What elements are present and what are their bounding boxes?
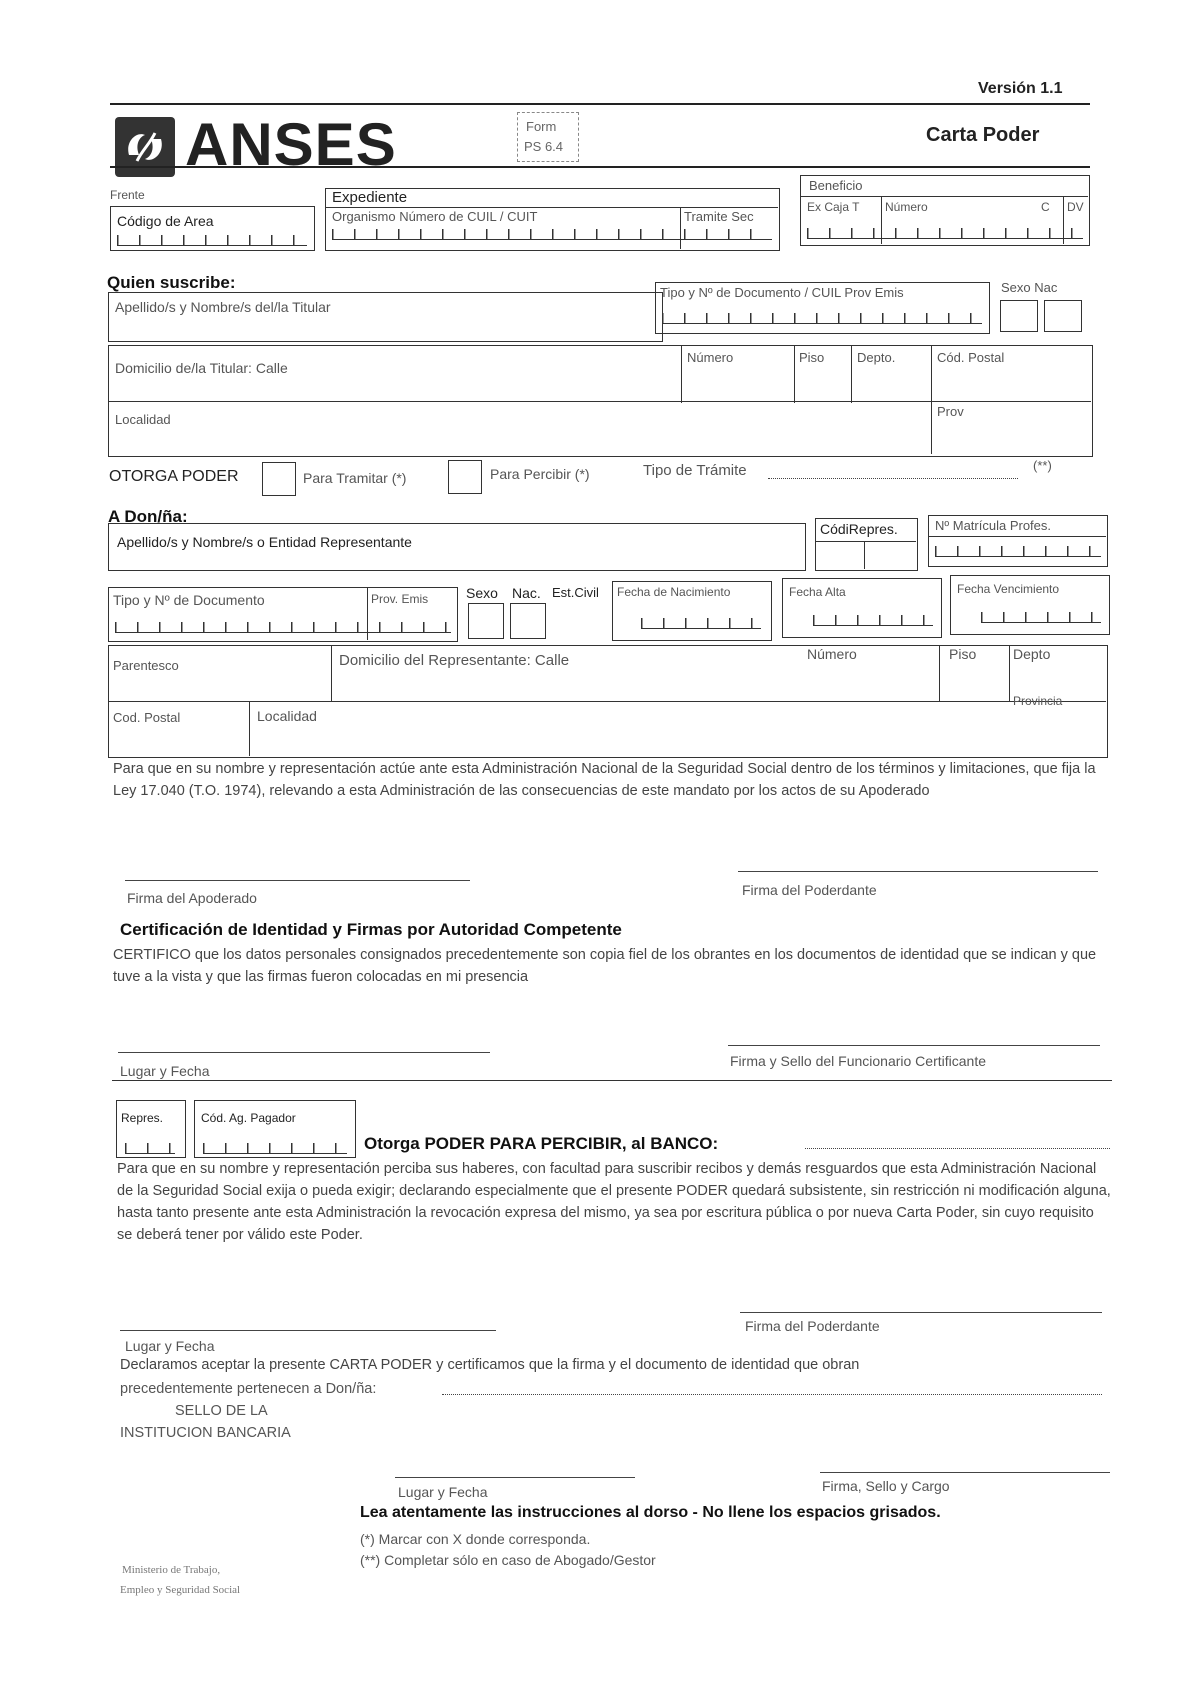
domicilio-piso-label: Piso — [799, 350, 825, 365]
tramite-note: (**) — [1033, 458, 1052, 473]
dv-label: DV — [1067, 200, 1084, 214]
codi-repres-label: CódiRepres. — [820, 521, 898, 537]
banco-heading: Otorga PODER PARA PERCIBIR, al BANCO: — [364, 1134, 719, 1153]
localidad-rep-label: Localidad — [257, 708, 317, 724]
banco-name-line[interactable] — [805, 1148, 1110, 1149]
quien-suscribe-heading: Quien suscribe: — [107, 273, 236, 292]
codi-split — [864, 541, 865, 569]
beneficio-ticks — [807, 228, 1083, 239]
domicilio-numero-label: Número — [687, 350, 734, 365]
a-don-heading: A Don/ña: — [108, 507, 188, 526]
para-percibir-checkbox[interactable] — [448, 460, 482, 494]
header-bottom-rule — [110, 166, 1090, 168]
codigo-area-ticks — [117, 235, 307, 246]
firma-apoderado-label: Firma del Apoderado — [127, 890, 257, 906]
banco-firma-poderdante-label: Firma del Poderdante — [745, 1318, 880, 1334]
piso-rep-divider — [939, 646, 940, 701]
numero-divider — [681, 346, 682, 403]
fecha-nacimiento-field[interactable] — [612, 581, 772, 641]
header-top-rule — [110, 103, 1090, 105]
fecha-alta-ticks — [813, 615, 933, 626]
domicilio-mid-rule — [109, 401, 1091, 402]
organismo-cuil-label: Organismo Número de CUIL / CUIT — [332, 209, 538, 224]
form-title: Carta Poder — [926, 124, 1040, 146]
ministerio-line1: Ministerio de Trabajo, — [122, 1564, 221, 1576]
beneficio-field[interactable] — [800, 175, 1090, 246]
firma-poderdante-line[interactable] — [738, 871, 1098, 872]
apellidos-titular-field[interactable] — [108, 292, 663, 342]
cp-rep-divider — [249, 701, 250, 756]
firma-apoderado-line[interactable] — [125, 880, 470, 881]
codi-repres-field[interactable] — [815, 518, 918, 571]
fecha-vencimiento-field[interactable] — [950, 575, 1110, 635]
parentesco-label: Parentesco — [113, 658, 179, 673]
ministerio-line2: Empleo y Seguridad Social — [120, 1584, 241, 1596]
tramite-sec-label: Tramite Sec — [684, 209, 754, 224]
certificacion-text: CERTIFICO que los datos personales consignados precedentemente son copia fiel de los obrantes en los documentos de identidad que se indican y que tuve a la vista y que las firmas fueron colocadas en mi presencia — [113, 947, 1097, 985]
numero-rep-label: Número — [807, 646, 857, 662]
sexo-rep-box[interactable] — [468, 603, 504, 639]
anses-logo-icon — [115, 117, 175, 177]
matricula-ticks — [935, 546, 1101, 557]
sello-line2: INSTITUCION BANCARIA — [120, 1425, 291, 1441]
banco-text: Para que en su nombre y representación perciba sus haberes, con facultad para suscribir recibos y demás resguardos que esta Administración Nacional de la Seguridad Social exija o pueda exigir; declarando especialmente que el presente PODER quedará subsistente, sin restricción ni modificación alguna, hasta tanto presente ante esta Administración la revocación expresa del mismo, ya sea por escritura pública o por nueva Carta Poder, sin cuyo requisito se deberá tener por válido este Poder. — [117, 1161, 1111, 1243]
para-tramitar-checkbox[interactable] — [262, 462, 296, 496]
form-line2: PS 6.4 — [524, 139, 564, 154]
repres-banco-ticks — [125, 1143, 175, 1154]
apellidos-titular-label: Apellido/s y Nombre/s del/la Titular — [115, 299, 331, 315]
banco-firma-poderdante-line[interactable] — [740, 1312, 1102, 1313]
sexo-titular-box[interactable] — [1000, 300, 1038, 332]
firma-sello-cargo-label: Firma, Sello y Cargo — [822, 1478, 950, 1494]
cod-ag-pagador-field[interactable] — [194, 1100, 356, 1158]
fecha-alta-label: Fecha Alta — [789, 585, 846, 599]
cp-divider — [931, 346, 932, 454]
pertenecen-label: precedentemente pertenecen a Don/ña: — [120, 1381, 377, 1397]
parentesco-divider — [331, 646, 332, 701]
apellidos-rep-label: Apellido/s y Nombre/s o Entidad Representante — [117, 534, 412, 550]
prov-emis-label: Prov. Emis — [371, 592, 429, 606]
tipo-tramite-label: Tipo de Trámite — [643, 462, 747, 479]
codigo-area-label: Código de Area — [117, 213, 214, 229]
tipo-tramite-line[interactable] — [768, 478, 1018, 479]
certificacion-firma-line[interactable] — [728, 1045, 1100, 1046]
provincia-rep-label: Provincia — [1013, 694, 1063, 708]
expediente-divider — [326, 207, 778, 208]
banco-lugar-label: Lugar y Fecha — [125, 1338, 215, 1354]
domicilio-titular-box — [108, 345, 1093, 457]
c-label: C — [1041, 200, 1050, 214]
domicilio-titular-label: Domicilio de/la Titular: Calle — [115, 360, 288, 376]
prov-titular-label: Prov — [937, 404, 964, 419]
expediente-label: Expediente — [332, 189, 408, 206]
depto-divider — [851, 346, 852, 403]
nota2: (**) Completar sólo en caso de Abogado/Gestor — [360, 1552, 656, 1568]
nota1: (*) Marcar con X donde corresponda. — [360, 1531, 591, 1547]
brand-name: ANSES — [185, 111, 397, 178]
form-number-box — [517, 112, 579, 162]
ex-caja-label: Ex Caja T — [807, 200, 860, 214]
domicilio-depto-label: Depto. — [857, 350, 896, 365]
certificacion-heading: Certificación de Identidad y Firmas por Autoridad Competente — [120, 920, 622, 939]
mandato-text: Para que en su nombre y representación actúe ante esta Administración Nacional de la Seguridad Social dentro de los términos y limitaciones, que fija la Ley 17.040 (T.O. 1974), relevando a esta Administración de las consecuencias de este mandato por los actos de su Apoderado — [113, 761, 1096, 799]
repres-banco-label: Repres. — [121, 1111, 164, 1125]
matricula-divider — [929, 536, 1106, 537]
piso-rep-label: Piso — [949, 646, 977, 662]
fecha-alta-field[interactable] — [782, 578, 942, 638]
instrucciones-text: Lea atentamente las instrucciones al dorso - No llene los espacios grisados. — [360, 1504, 941, 1521]
para-percibir-label: Para Percibir (*) — [490, 466, 590, 482]
banco-lugar2-label: Lugar y Fecha — [398, 1484, 488, 1500]
nac-rep-label: Nac. — [512, 585, 541, 601]
certificacion-bottom-rule — [112, 1080, 1112, 1081]
cod-ag-ticks — [203, 1143, 347, 1154]
sello-line1: SELLO DE LA — [175, 1403, 268, 1419]
fecha-vencimiento-ticks — [981, 612, 1101, 623]
tipo-doc-rep-label: Tipo y Nº de Documento — [113, 592, 265, 608]
beneficio-label: Beneficio — [809, 178, 863, 193]
nac-rep-box[interactable] — [510, 603, 546, 639]
certificacion-lugar-label: Lugar y Fecha — [120, 1063, 210, 1079]
parentesco-domicilio-rep-box — [108, 645, 1108, 758]
depto-rep-divider — [1009, 646, 1010, 701]
expediente-ticks — [332, 229, 772, 240]
firma-sello-cargo-line[interactable] — [820, 1472, 1110, 1473]
otorga-poder-label: OTORGA PODER — [109, 468, 239, 485]
depto-rep-label: Depto — [1013, 646, 1051, 662]
fecha-vencimiento-label: Fecha Vencimiento — [957, 582, 1060, 596]
matricula-field[interactable] — [928, 515, 1108, 567]
pertenecen-line[interactable] — [442, 1394, 1102, 1395]
tipo-doc-ticks — [662, 313, 982, 324]
tramite-divider — [680, 207, 681, 249]
banco-lugar-line[interactable] — [120, 1330, 496, 1331]
expediente-field[interactable] — [325, 188, 780, 251]
apellidos-rep-field[interactable] — [108, 523, 806, 571]
beneficio-divider — [801, 196, 1088, 197]
tipo-doc-rep-ticks — [115, 622, 451, 633]
localidad-titular-label: Localidad — [115, 412, 171, 427]
repres-banco-field[interactable] — [116, 1100, 186, 1158]
declaramos-text: Declaramos aceptar la presente CARTA PODER y certificamos que la firma y el documento de identidad que obran — [120, 1357, 860, 1373]
form-line1: Form — [526, 119, 557, 134]
tipo-doc-titular-label: Tipo y Nº de Documento / CUIL Prov Emis — [660, 285, 904, 300]
sexo-rep-label: Sexo — [466, 585, 498, 601]
frente-label: Frente — [110, 188, 145, 202]
codi-divider — [816, 541, 916, 542]
para-tramitar-label: Para Tramitar (*) — [303, 470, 407, 486]
firma-poderdante-label: Firma del Poderdante — [742, 882, 877, 898]
tipo-doc-titular-field[interactable] — [655, 282, 990, 334]
certificacion-lugar-line[interactable] — [118, 1052, 490, 1053]
domicilio-rep-label: Domicilio del Representante: Calle — [339, 652, 570, 669]
tipo-doc-rep-field[interactable] — [108, 587, 458, 642]
version-label: Versión 1.1 — [978, 80, 1063, 97]
matricula-label: Nº Matrícula Profes. — [935, 518, 1052, 533]
cod-postal-rep-label: Cod. Postal — [113, 710, 181, 725]
sexo-nac-titular-label: Sexo Nac — [1001, 280, 1058, 295]
cod-ag-pagador-label: Cód. Ag. Pagador — [201, 1111, 296, 1125]
fecha-nacimiento-ticks — [641, 618, 761, 629]
est-civil-label: Est.Civil — [552, 585, 599, 600]
nac-titular-box[interactable] — [1044, 300, 1082, 332]
domicilio-cp-label: Cód. Postal — [937, 350, 1005, 365]
banco-lugar2-line[interactable] — [395, 1477, 635, 1478]
beneficio-numero-label: Número — [885, 200, 928, 214]
certificacion-firma-label: Firma y Sello del Funcionario Certificante — [730, 1053, 986, 1069]
piso-divider — [794, 346, 795, 403]
codigo-area-field[interactable] — [110, 206, 315, 251]
fecha-nacimiento-label: Fecha de Nacimiento — [617, 585, 731, 599]
rep-mid-rule — [109, 701, 1106, 702]
